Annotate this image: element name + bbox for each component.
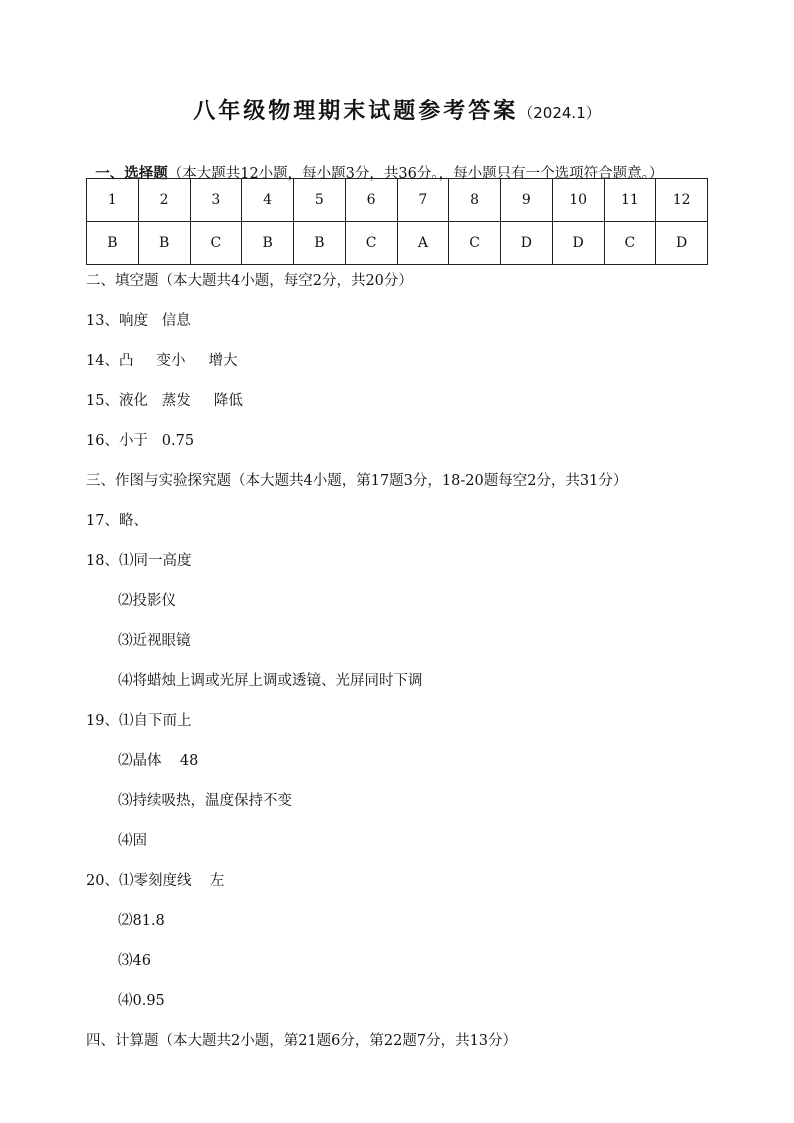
answer-table-number-cell: 2 bbox=[138, 179, 190, 222]
page-title bbox=[0, 94, 794, 125]
answer-table-number-cell: 8 bbox=[449, 179, 501, 222]
answer-line-q19-1: 19、⑴自下而上 bbox=[86, 713, 192, 729]
section1-title: 一、选择题 bbox=[95, 165, 168, 182]
answer-table-answer-cell: B bbox=[242, 222, 294, 265]
answer-table-number-cell: 3 bbox=[190, 179, 242, 222]
answer-table-numbers-row bbox=[87, 179, 708, 222]
answer-line-q20-1: 20、⑴零刻度线 左 bbox=[86, 873, 225, 889]
answer-table-number-cell: 11 bbox=[604, 179, 656, 222]
answer-line-q19-2: ⑵晶体 48 bbox=[118, 753, 199, 769]
section3-heading: 三、作图与实验探究题（本大题共4小题，第17题3分，18-20题每空2分，共31分） bbox=[86, 473, 628, 489]
section1-note: （本大题共12小题，每小题3分，共36分。，每小题只有一个选项符合题意。） bbox=[167, 166, 664, 182]
answer-line-q19-3: ⑶持续吸热，温度保持不变 bbox=[118, 793, 292, 809]
answer-line-q19-4: ⑷固 bbox=[118, 833, 147, 849]
answer-table-answer-cell: D bbox=[552, 222, 604, 265]
answer-line-q14: 14、凸 变小 增大 bbox=[86, 353, 238, 369]
answer-line-q20-3: ⑶46 bbox=[118, 953, 151, 969]
answer-table-number-cell: 5 bbox=[294, 179, 346, 222]
title-date: （2024.1） bbox=[518, 104, 601, 122]
title-main: 八年级物理期末试题参考答案 bbox=[193, 98, 519, 124]
answer-table-number-cell: 12 bbox=[656, 179, 708, 222]
answer-table-answer-cell: D bbox=[656, 222, 708, 265]
answer-line-q20-4: ⑷0.95 bbox=[118, 993, 165, 1009]
answer-table-answers-row bbox=[87, 222, 708, 265]
answer-table-number-cell: 7 bbox=[397, 179, 449, 222]
answer-table-number-cell: 10 bbox=[552, 179, 604, 222]
answer-table-answer-cell: A bbox=[397, 222, 449, 265]
answer-table-answer-cell: B bbox=[138, 222, 190, 265]
answer-line-q16: 16、小于 0.75 bbox=[86, 433, 195, 449]
answer-table-answer-cell: B bbox=[87, 222, 139, 265]
answer-table-number-cell: 9 bbox=[501, 179, 553, 222]
answer-line-q13: 13、响度 信息 bbox=[86, 313, 191, 329]
answer-line-q20-2: ⑵81.8 bbox=[118, 913, 165, 929]
answer-line-q17: 17、略、 bbox=[86, 513, 148, 529]
answer-line-q18-3: ⑶近视眼镜 bbox=[118, 633, 191, 649]
answer-line-q18-4: ⑷将蜡烛上调或光屏上调或透镜、光屏同时下调 bbox=[118, 673, 423, 689]
answer-table-answer-cell: C bbox=[604, 222, 656, 265]
section4-heading: 四、计算题（本大题共2小题，第21题6分，第22题7分，共13分） bbox=[86, 1033, 518, 1049]
answer-line-q18-1: 18、⑴同一高度 bbox=[86, 553, 192, 569]
answer-table-number-cell: 6 bbox=[345, 179, 397, 222]
answer-table-number-cell: 1 bbox=[87, 179, 139, 222]
answer-line-q15: 15、液化 蒸发 降低 bbox=[86, 393, 243, 409]
answer-table-answer-cell: C bbox=[345, 222, 397, 265]
answer-table-answer-cell: B bbox=[294, 222, 346, 265]
answer-line-q18-2: ⑵投影仪 bbox=[118, 593, 176, 609]
answer-table bbox=[86, 178, 708, 265]
answer-table-answer-cell: C bbox=[190, 222, 242, 265]
section2-heading: 二、填空题（本大题共4小题，每空2分，共20分） bbox=[86, 273, 413, 289]
answer-table-answer-cell: C bbox=[449, 222, 501, 265]
answer-table-answer-cell: D bbox=[501, 222, 553, 265]
answer-table-number-cell: 4 bbox=[242, 179, 294, 222]
